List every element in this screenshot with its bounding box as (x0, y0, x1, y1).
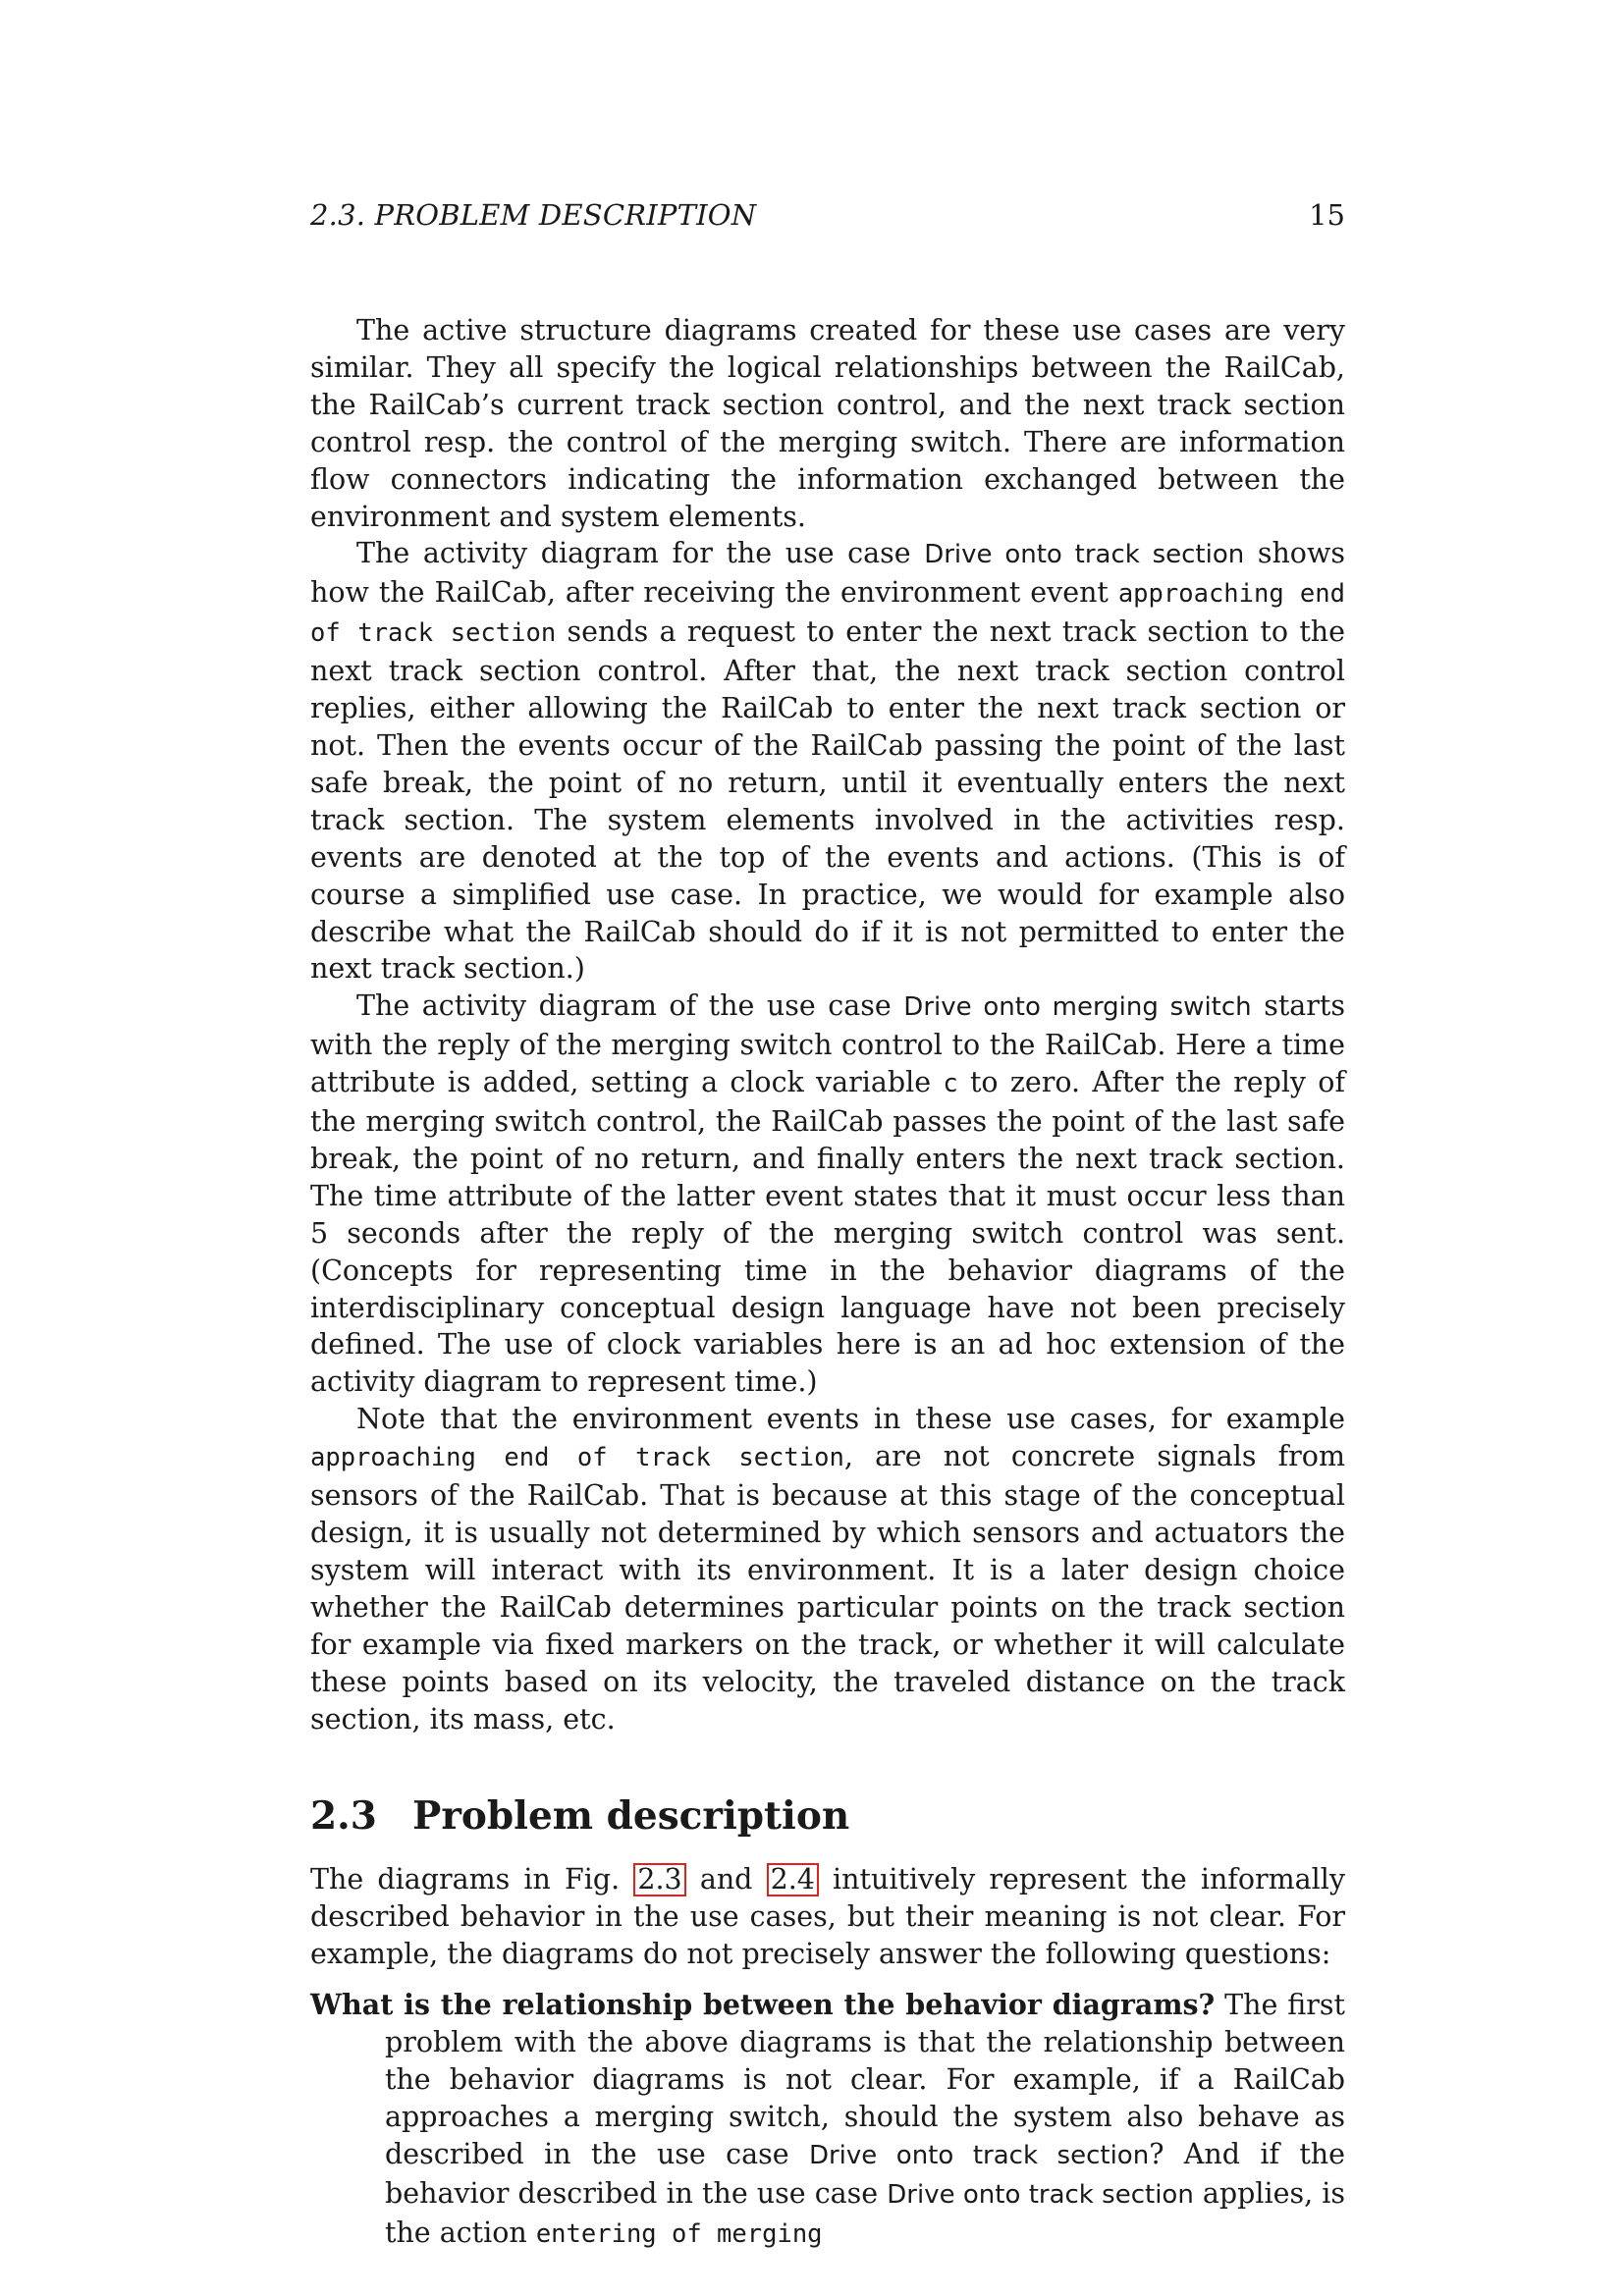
event-name: approaching end of track section (310, 579, 1345, 649)
clock-variable: c (943, 1069, 958, 1099)
section-heading (310, 1792, 1345, 1840)
section-number: 2.3 (310, 1793, 377, 1840)
body-text (310, 312, 1345, 2254)
section-title: Problem description (412, 1793, 850, 1840)
use-case-name: Drive onto merging switch (903, 992, 1252, 1023)
page-number: 15 (1309, 198, 1345, 232)
use-case-name: Drive onto track section (924, 540, 1245, 570)
action-name: entering of merging (535, 2218, 823, 2249)
running-head (310, 194, 1345, 236)
paragraph-active-structure: The active structure diagrams created for these use cases are very similar. They all specify the logical relationships between the RailCab, the RailCab’s current track section control, and the next track section control resp. the control of the merging switch. There are information flow connectors indicating the information exchanged between the environment and system elements. (310, 314, 1345, 533)
figure-ref-2-3[interactable]: 2.3 (633, 1863, 685, 1896)
paragraph-problem-description: The diagrams in Fig. 2.3 and 2.4 intuitively represent the informally described behavior in the use cases, but their meaning is not clear. For example, the diagrams do not precisely answer the following questions: (310, 1863, 1345, 1971)
paragraph-drive-onto-merging-switch: The activity diagram of the use case Drive onto merging switch starts with the reply of the merging switch control to the RailCab. Here a time attribute is added, setting a clock variable c to zero. After the reply of the merging switch control, the RailCab passes the point of the last safe break, the point of no return, and finally enters the next track section. The time attribute of the latter event states that it must occur less than 5 seconds after the reply of the merging switch control was sent. (Concepts for representing time in the behavior diagrams of the interdisciplinary conceptual design language have not been precisely defined. The use of clock variables here is an ad hoc extension of the activity diagram to represent time.) (310, 989, 1345, 1399)
event-name: approaching end of track section (310, 1443, 844, 1473)
question-term: What is the relationship between the behavior diagrams? (310, 1988, 1216, 2022)
running-head-section: 2.3. PROBLEM DESCRIPTION (310, 198, 757, 232)
paragraph-drive-onto-track-section: The activity diagram for the use case Drive onto track section shows how the RailCab, after receiving the environment event approaching end of track section sends a request to enter the next track section to the next track section control. After that, the next track section control replies, either allowing the RailCab to enter the next track section or not. Then the events occur of the RailCab passing the point of the last safe break, the point of no return, until it eventually enters the next track section. The system elements involved in the activities resp. events are denoted at the top of the events and actions. (This is of course a simplified use case. In practice, we would for example also describe what the RailCab should do if it is not permitted to enter the next track section.) (310, 537, 1345, 986)
paragraph-environment-events: Note that the environment events in these use cases, for example approaching end of track section, are not concrete signals from sensors of the RailCab. That is because at this stage of the conceptual design, it is usually not determined by which sensors and actuators the system will interact with its environment. It is a later design choice whether the RailCab determines particular points on the track section for example via fixed markers on the track, or whether it will calculate these points based on its velocity, the traveled distance on the track section, its mass, etc. (310, 1403, 1345, 1735)
figure-ref-2-4[interactable]: 2.4 (767, 1863, 819, 1896)
use-case-name: Drive onto track section (887, 2179, 1194, 2210)
use-case-name: Drive onto track section (808, 2140, 1150, 2170)
question-item: What is the relationship between the behavior diagrams? The first problem with the above diagrams is that the relationship between the behavior diagrams is not clear. For example, if a RailCab approaches a merging switch, should the system also behave as described in the use case Drive onto track section? And if the behavior described in the use case Drive onto track section applies, is the action entering of merging (310, 1988, 1346, 2249)
